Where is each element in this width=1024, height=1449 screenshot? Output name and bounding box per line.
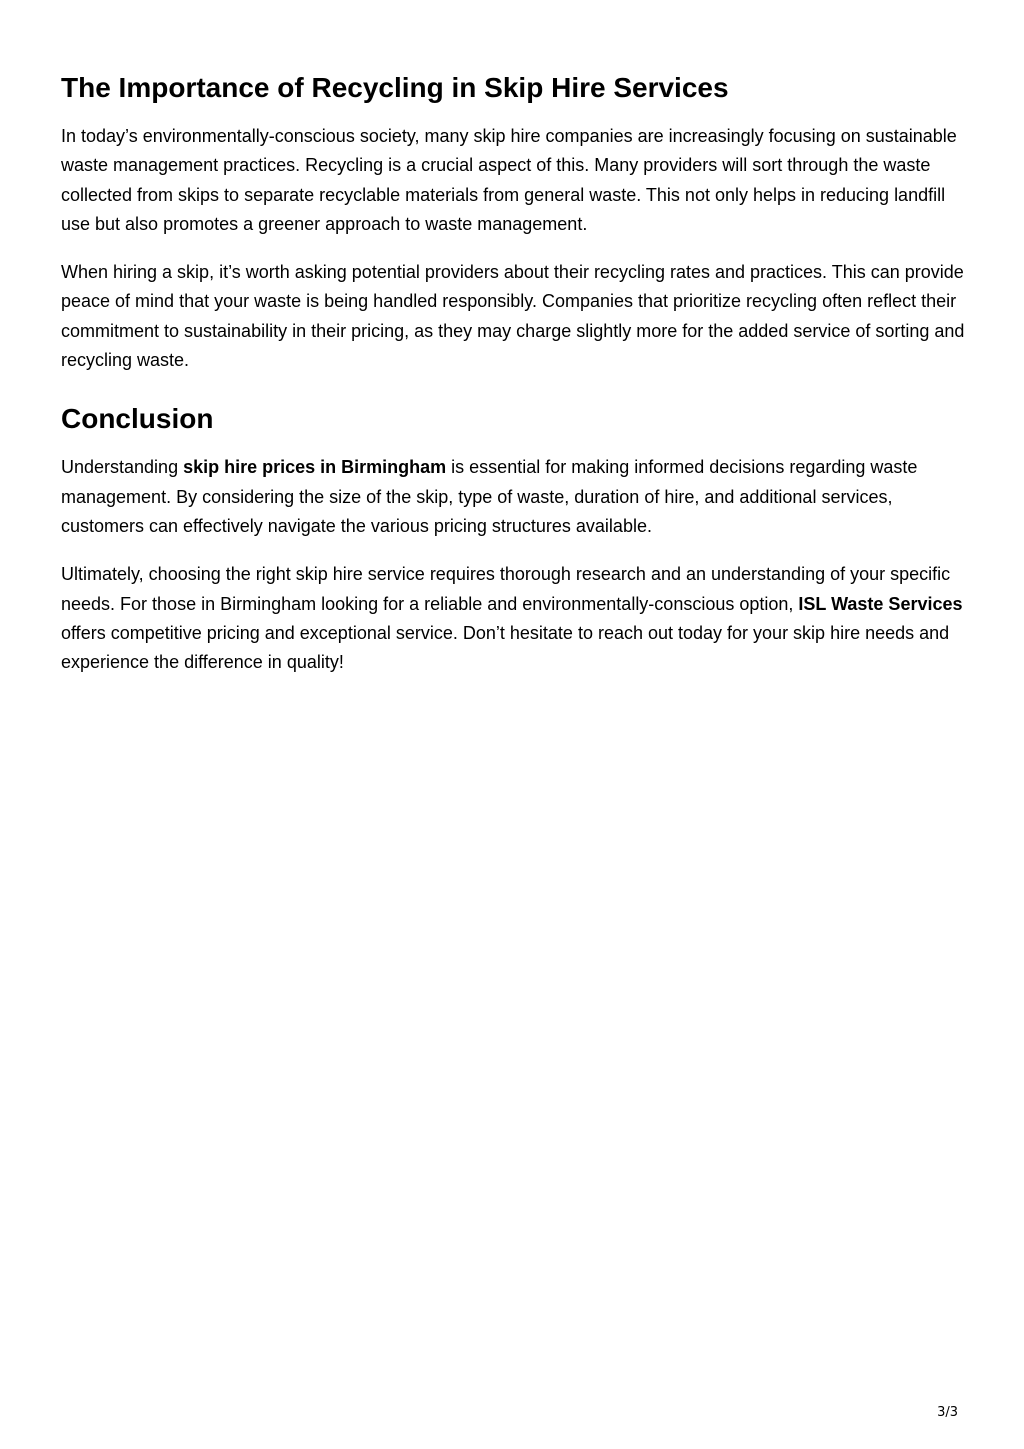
isl-waste-services-bold-text: ISL Waste Services xyxy=(798,593,963,614)
conclusion-p2-text-after: offers competitive pricing and exceptional service. Don’t hesitate to reach out today for your skip hire needs and experience the difference in quality! xyxy=(61,622,950,673)
conclusion-p2-text-before: Ultimately, choosing the right skip hire service requires thorough research and an understanding of your specific needs. For those in Birmingham looking for a reliable and environmentally-conscious option, xyxy=(61,564,951,614)
conclusion-p1-text-before: Understanding xyxy=(61,457,184,478)
section-heading-conclusion: Conclusion xyxy=(61,403,214,435)
conclusion-paragraph-1 xyxy=(61,453,966,541)
conclusion-p1-text-after: is essential for making informed decisions regarding waste management. By considering the size of the skip, type of waste, duration of hire, and additional services, customers can effectively navigate the various pricing structures available. xyxy=(61,457,918,536)
conclusion-paragraph-2 xyxy=(61,560,966,677)
recycling-paragraph-1: In today’s environmentally-conscious society, many skip hire companies are increasingly focusing on sustainable waste management practices. Recycling is a crucial aspect of this. Many providers will sort through the waste collected from skips to separate recyclable materials from general waste. This not only helps in reducing landfill use but also promotes a greener approach to waste management. xyxy=(61,126,957,234)
recycling-paragraph-2: When hiring a skip, it’s worth asking potential providers about their recycling rates and practices. This can provide peace of mind that your waste is being handled responsibly. Companies that prioritize recycling often reflect their commitment to sustainability in their pricing, as they may charge slightly more for the added service of sorting and recycling waste. xyxy=(61,262,965,371)
section-heading-recycling: The Importance of Recycling in Skip Hire Services xyxy=(61,72,729,103)
skip-hire-prices-bold-text: skip hire prices in Birmingham xyxy=(183,457,447,478)
page-number: 3/3 xyxy=(937,1405,958,1420)
document-page xyxy=(61,68,966,696)
